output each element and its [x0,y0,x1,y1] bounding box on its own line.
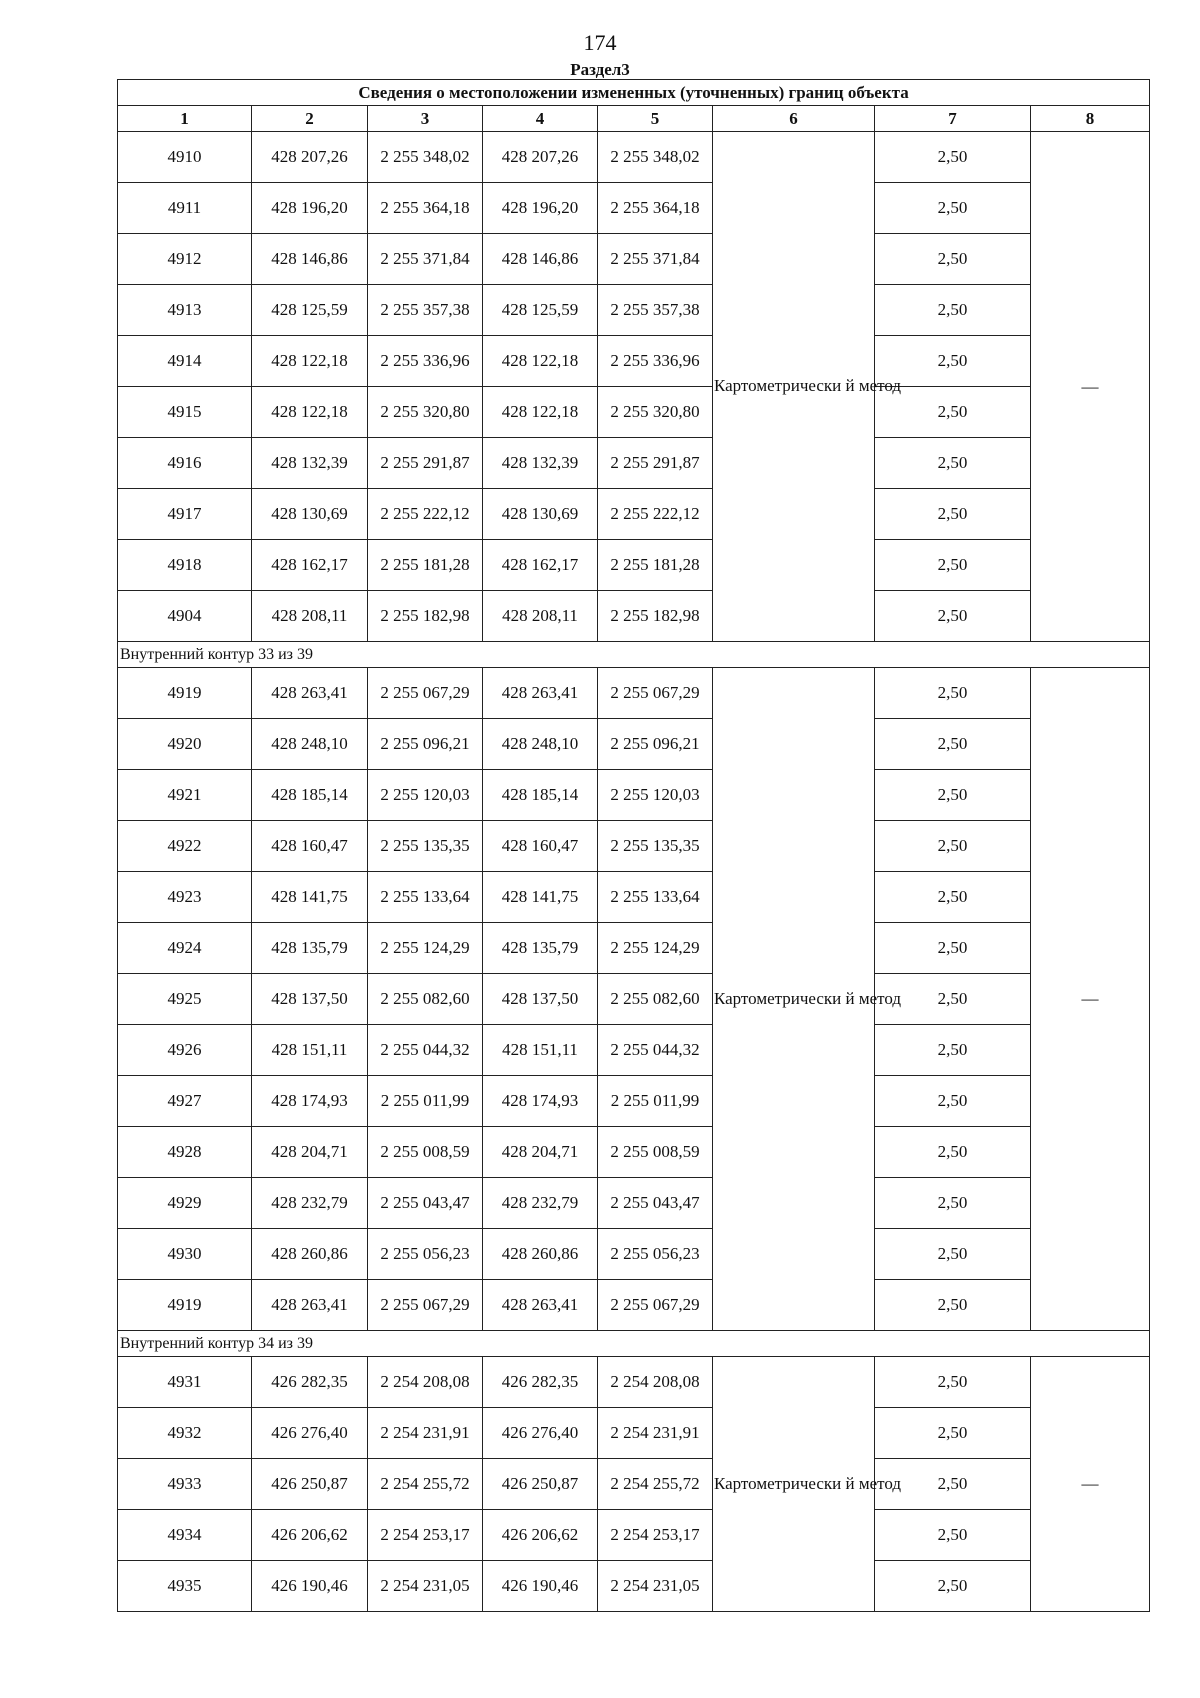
point-number-cell: 4913 [118,285,252,336]
accuracy-cell: 2,50 [875,591,1031,642]
column-number: 8 [1031,106,1150,132]
accuracy-cell: 2,50 [875,540,1031,591]
y-existing-cell: 2 255 182,98 [368,591,483,642]
accuracy-cell: 2,50 [875,1127,1031,1178]
table-row [118,540,1150,591]
table-row [118,1459,1150,1510]
x-new-cell: 428 174,93 [483,1076,598,1127]
coordinates-table [117,79,1150,1612]
x-new-cell: 428 185,14 [483,770,598,821]
y-new-cell: 2 255 044,32 [598,1025,713,1076]
x-existing-cell: 428 232,79 [252,1178,368,1229]
accuracy-cell: 2,50 [875,872,1031,923]
point-number-cell: 4912 [118,234,252,285]
table-row [118,387,1150,438]
table-row [118,1229,1150,1280]
y-new-cell: 2 255 336,96 [598,336,713,387]
accuracy-cell: 2,50 [875,770,1031,821]
note-cell: — [1031,668,1150,1331]
y-existing-cell: 2 255 067,29 [368,1280,483,1331]
x-existing-cell: 426 206,62 [252,1510,368,1561]
y-existing-cell: 2 255 056,23 [368,1229,483,1280]
accuracy-cell: 2,50 [875,719,1031,770]
table-row [118,591,1150,642]
y-new-cell: 2 255 357,38 [598,285,713,336]
y-existing-cell: 2 254 208,08 [368,1357,483,1408]
x-existing-cell: 428 162,17 [252,540,368,591]
y-existing-cell: 2 255 181,28 [368,540,483,591]
y-existing-cell: 2 255 096,21 [368,719,483,770]
accuracy-cell: 2,50 [875,1561,1031,1612]
x-existing-cell: 428 146,86 [252,234,368,285]
y-existing-cell: 2 255 067,29 [368,668,483,719]
x-new-cell: 428 130,69 [483,489,598,540]
method-cell: Картометрически й метод [713,132,875,642]
table-row [118,1127,1150,1178]
contour-label: Внутренний контур 34 из 39 [118,1331,1150,1357]
x-new-cell: 428 122,18 [483,387,598,438]
accuracy-cell: 2,50 [875,974,1031,1025]
accuracy-cell: 2,50 [875,1280,1031,1331]
y-new-cell: 2 254 208,08 [598,1357,713,1408]
x-existing-cell: 428 263,41 [252,1280,368,1331]
point-number-cell: 4932 [118,1408,252,1459]
y-new-cell: 2 254 255,72 [598,1459,713,1510]
y-existing-cell: 2 255 135,35 [368,821,483,872]
point-number-cell: 4920 [118,719,252,770]
column-number: 1 [118,106,252,132]
contour-header-row [118,642,1150,668]
x-new-cell: 426 276,40 [483,1408,598,1459]
y-existing-cell: 2 254 231,05 [368,1561,483,1612]
accuracy-cell: 2,50 [875,1357,1031,1408]
y-existing-cell: 2 255 357,38 [368,285,483,336]
x-existing-cell: 428 248,10 [252,719,368,770]
point-number-cell: 4934 [118,1510,252,1561]
point-number-cell: 4930 [118,1229,252,1280]
point-number-cell: 4918 [118,540,252,591]
accuracy-cell: 2,50 [875,1025,1031,1076]
x-existing-cell: 428 122,18 [252,336,368,387]
point-number-cell: 4910 [118,132,252,183]
accuracy-cell: 2,50 [875,821,1031,872]
y-new-cell: 2 255 120,03 [598,770,713,821]
point-number-cell: 4933 [118,1459,252,1510]
y-new-cell: 2 255 371,84 [598,234,713,285]
point-number-cell: 4917 [118,489,252,540]
y-existing-cell: 2 255 371,84 [368,234,483,285]
x-existing-cell: 428 130,69 [252,489,368,540]
column-number: 4 [483,106,598,132]
y-existing-cell: 2 255 222,12 [368,489,483,540]
x-new-cell: 428 207,26 [483,132,598,183]
x-new-cell: 428 146,86 [483,234,598,285]
accuracy-cell: 2,50 [875,1178,1031,1229]
point-number-cell: 4924 [118,923,252,974]
y-new-cell: 2 254 231,05 [598,1561,713,1612]
accuracy-cell: 2,50 [875,234,1031,285]
y-new-cell: 2 255 056,23 [598,1229,713,1280]
accuracy-cell: 2,50 [875,387,1031,438]
y-existing-cell: 2 255 120,03 [368,770,483,821]
x-existing-cell: 428 141,75 [252,872,368,923]
x-new-cell: 428 125,59 [483,285,598,336]
point-number-cell: 4923 [118,872,252,923]
accuracy-cell: 2,50 [875,438,1031,489]
contour-header-row [118,1331,1150,1357]
x-existing-cell: 428 137,50 [252,974,368,1025]
column-number: 5 [598,106,713,132]
accuracy-cell: 2,50 [875,1510,1031,1561]
accuracy-cell: 2,50 [875,285,1031,336]
accuracy-cell: 2,50 [875,1408,1031,1459]
x-new-cell: 428 122,18 [483,336,598,387]
x-existing-cell: 428 260,86 [252,1229,368,1280]
table-row [118,1357,1150,1408]
y-existing-cell: 2 255 133,64 [368,872,483,923]
y-new-cell: 2 255 043,47 [598,1178,713,1229]
y-existing-cell: 2 255 364,18 [368,183,483,234]
table-row [118,438,1150,489]
method-cell: Картометрически й метод [713,1357,875,1612]
y-existing-cell: 2 254 255,72 [368,1459,483,1510]
point-number-cell: 4935 [118,1561,252,1612]
y-existing-cell: 2 254 231,91 [368,1408,483,1459]
y-existing-cell: 2 255 044,32 [368,1025,483,1076]
x-existing-cell: 428 207,26 [252,132,368,183]
y-new-cell: 2 255 133,64 [598,872,713,923]
x-existing-cell: 428 263,41 [252,668,368,719]
x-new-cell: 428 135,79 [483,923,598,974]
y-new-cell: 2 255 181,28 [598,540,713,591]
y-existing-cell: 2 255 336,96 [368,336,483,387]
point-number-cell: 4922 [118,821,252,872]
point-number-cell: 4904 [118,591,252,642]
note-cell: — [1031,132,1150,642]
point-number-cell: 4915 [118,387,252,438]
table-row [118,132,1150,183]
table-row [118,1178,1150,1229]
y-new-cell: 2 255 222,12 [598,489,713,540]
point-number-cell: 4931 [118,1357,252,1408]
accuracy-cell: 2,50 [875,132,1031,183]
table-row [118,285,1150,336]
page-number: 174 [583,30,617,55]
x-existing-cell: 428 132,39 [252,438,368,489]
y-existing-cell: 2 255 011,99 [368,1076,483,1127]
point-number-cell: 4927 [118,1076,252,1127]
table-row [118,923,1150,974]
y-existing-cell: 2 255 124,29 [368,923,483,974]
table-row [118,336,1150,387]
table-row [118,1025,1150,1076]
x-new-cell: 428 160,47 [483,821,598,872]
x-new-cell: 428 204,71 [483,1127,598,1178]
note-cell: — [1031,1357,1150,1612]
x-new-cell: 428 248,10 [483,719,598,770]
table-row [118,872,1150,923]
section-title: Раздел3 [570,60,630,79]
table-row [118,821,1150,872]
x-existing-cell: 428 125,59 [252,285,368,336]
y-new-cell: 2 255 135,35 [598,821,713,872]
x-existing-cell: 428 151,11 [252,1025,368,1076]
method-cell: Картометрически й метод [713,668,875,1331]
x-new-cell: 428 132,39 [483,438,598,489]
table-row [118,183,1150,234]
x-existing-cell: 426 282,35 [252,1357,368,1408]
y-new-cell: 2 255 124,29 [598,923,713,974]
column-number: 7 [875,106,1031,132]
point-number-cell: 4929 [118,1178,252,1229]
x-existing-cell: 428 160,47 [252,821,368,872]
y-new-cell: 2 255 067,29 [598,1280,713,1331]
point-number-cell: 4921 [118,770,252,821]
y-existing-cell: 2 254 253,17 [368,1510,483,1561]
x-new-cell: 426 282,35 [483,1357,598,1408]
x-existing-cell: 426 190,46 [252,1561,368,1612]
x-existing-cell: 428 174,93 [252,1076,368,1127]
point-number-cell: 4916 [118,438,252,489]
x-new-cell: 428 151,11 [483,1025,598,1076]
x-new-cell: 426 206,62 [483,1510,598,1561]
table-row [118,1510,1150,1561]
x-new-cell: 428 263,41 [483,1280,598,1331]
table-row [118,1280,1150,1331]
y-existing-cell: 2 255 008,59 [368,1127,483,1178]
accuracy-cell: 2,50 [875,1076,1031,1127]
x-new-cell: 428 196,20 [483,183,598,234]
x-existing-cell: 428 196,20 [252,183,368,234]
accuracy-cell: 2,50 [875,668,1031,719]
table-row [118,1076,1150,1127]
x-existing-cell: 428 204,71 [252,1127,368,1178]
x-new-cell: 426 250,87 [483,1459,598,1510]
y-new-cell: 2 255 011,99 [598,1076,713,1127]
column-number: 3 [368,106,483,132]
x-existing-cell: 428 122,18 [252,387,368,438]
accuracy-cell: 2,50 [875,489,1031,540]
table-row [118,668,1150,719]
x-new-cell: 428 137,50 [483,974,598,1025]
table-row [118,974,1150,1025]
column-number: 2 [252,106,368,132]
point-number-cell: 4926 [118,1025,252,1076]
accuracy-cell: 2,50 [875,183,1031,234]
point-number-cell: 4919 [118,668,252,719]
point-number-cell: 4925 [118,974,252,1025]
x-new-cell: 428 260,86 [483,1229,598,1280]
y-new-cell: 2 254 231,91 [598,1408,713,1459]
x-existing-cell: 428 185,14 [252,770,368,821]
table-row [118,234,1150,285]
accuracy-cell: 2,50 [875,336,1031,387]
table-row [118,1561,1150,1612]
x-new-cell: 428 232,79 [483,1178,598,1229]
y-new-cell: 2 255 082,60 [598,974,713,1025]
y-new-cell: 2 255 096,21 [598,719,713,770]
accuracy-cell: 2,50 [875,1229,1031,1280]
table-row [118,489,1150,540]
y-new-cell: 2 255 291,87 [598,438,713,489]
y-new-cell: 2 255 320,80 [598,387,713,438]
table-row [118,1408,1150,1459]
x-existing-cell: 426 276,40 [252,1408,368,1459]
point-number-cell: 4911 [118,183,252,234]
table-caption: Сведения о местоположении измененных (уточненных) границ объекта [118,80,1150,106]
y-new-cell: 2 255 008,59 [598,1127,713,1178]
table-body [118,132,1150,1612]
point-number-cell: 4928 [118,1127,252,1178]
accuracy-cell: 2,50 [875,1459,1031,1510]
x-existing-cell: 428 135,79 [252,923,368,974]
x-new-cell: 428 263,41 [483,668,598,719]
x-existing-cell: 428 208,11 [252,591,368,642]
point-number-cell: 4919 [118,1280,252,1331]
accuracy-cell: 2,50 [875,923,1031,974]
y-existing-cell: 2 255 082,60 [368,974,483,1025]
x-new-cell: 428 208,11 [483,591,598,642]
y-new-cell: 2 255 182,98 [598,591,713,642]
x-new-cell: 426 190,46 [483,1561,598,1612]
y-existing-cell: 2 255 320,80 [368,387,483,438]
point-number-cell: 4914 [118,336,252,387]
x-existing-cell: 426 250,87 [252,1459,368,1510]
table-row [118,719,1150,770]
y-new-cell: 2 255 348,02 [598,132,713,183]
y-new-cell: 2 254 253,17 [598,1510,713,1561]
contour-label: Внутренний контур 33 из 39 [118,642,1150,668]
y-new-cell: 2 255 364,18 [598,183,713,234]
y-existing-cell: 2 255 348,02 [368,132,483,183]
column-number: 6 [713,106,875,132]
x-new-cell: 428 141,75 [483,872,598,923]
y-existing-cell: 2 255 291,87 [368,438,483,489]
y-new-cell: 2 255 067,29 [598,668,713,719]
x-new-cell: 428 162,17 [483,540,598,591]
y-existing-cell: 2 255 043,47 [368,1178,483,1229]
table-row [118,770,1150,821]
